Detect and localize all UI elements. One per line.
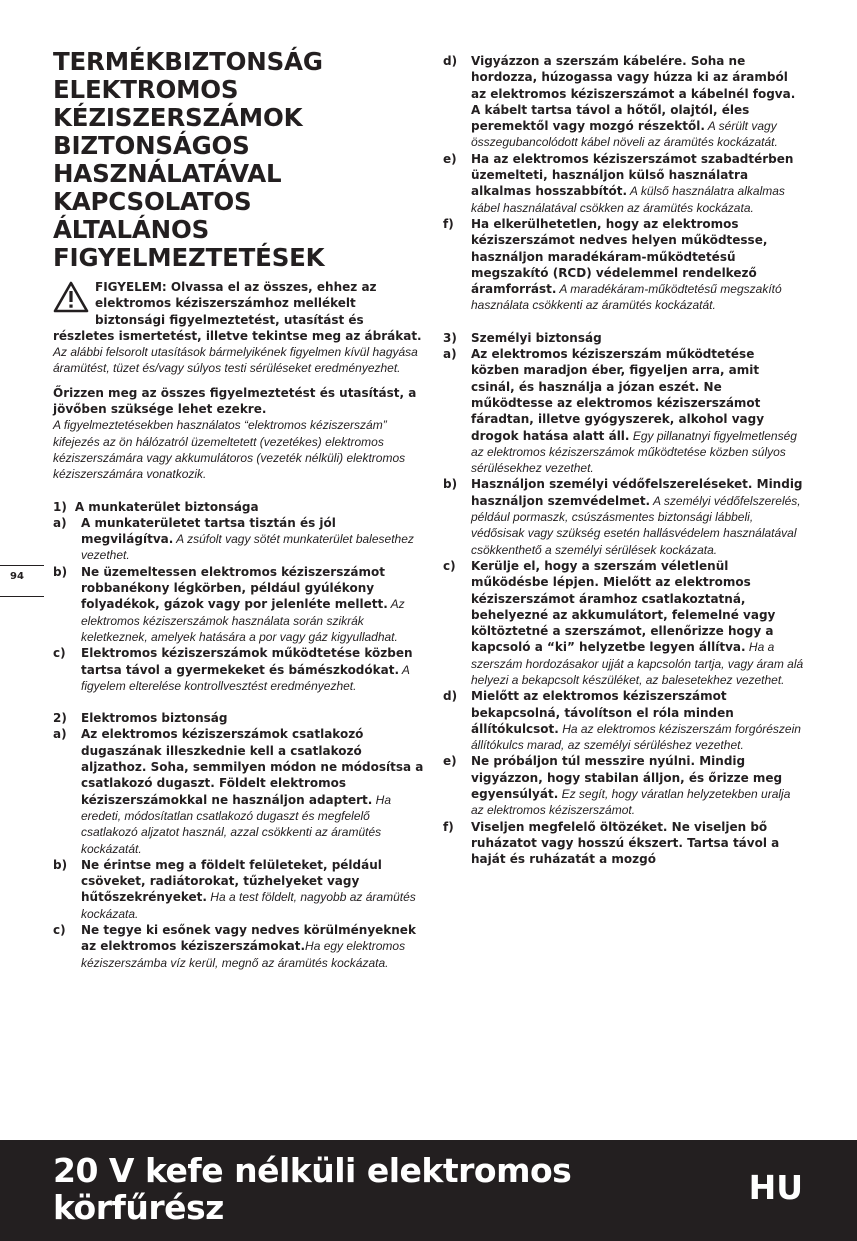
item-label: d) — [443, 689, 458, 704]
page-number: 94 — [10, 571, 24, 582]
item-label: a) — [443, 347, 457, 362]
item-bold: Elektromos kéziszerszámok működtetése közben tartsa távol a gyermekeket és bámészkodókat. — [81, 646, 413, 677]
warning-italic: Az alábbi felsorolt utasítások bármelyikének figyelmen kívül hagyása áramütést, tüzet és/vagy súlyos testi sérüléseket eredményezhet. — [53, 345, 418, 376]
item-label: f) — [443, 819, 454, 834]
list-item — [53, 726, 425, 856]
item-italic: Ha a test földelt, nagyobb az áramütés kockázata. — [81, 890, 416, 921]
warning-block — [53, 279, 425, 377]
item-bold: Ne tegye ki esőnek vagy nedves körülményeknek az elektromos kéziszerszámokat. — [81, 922, 416, 954]
item-italic: A személyi védőfelszerelés, például pormaszk, csúszásmentes biztonsági lábbeli, védősisak vagy szükség esetén hallásvédelem használatával csökkenthető a személyi sérülések kockázata. — [471, 493, 801, 557]
item-bold: Vigyázzon a szerszám kábelére. Soha ne hordozza, húzogassa vagy húzza ki az áramból az elektromos kéziszerszámot a kábelnél fogva. A kábelt tartsa távol a hőtől, olajtól, éles peremektől vagy mozgó részektől. — [471, 54, 796, 134]
list-item — [53, 645, 425, 694]
item-label: c) — [443, 558, 456, 573]
item-label: b) — [443, 477, 458, 492]
keep-instructions-bold: Őrizzen meg az összes figyelmeztetést és utasítást, a jövőben szüksége lehet ezekre. — [53, 385, 417, 417]
warning-triangle-icon — [53, 281, 89, 313]
section-number: 1) — [53, 499, 67, 514]
section-title: A munkaterület biztonsága — [74, 499, 259, 514]
item-italic: A külső használatra alkalmas kábel használatával csökken az áramütés kockázata. — [471, 184, 785, 215]
warning-bold: FIGYELEM: Olvassa el az összes, ehhez az elektromos kéziszerszámhoz mellékelt biztonsági figyelmeztetést, utasítást és részletes ismertetést, illetve tekintse meg az ábrákat. — [53, 280, 422, 343]
item-italic: Ha egy elektromos kéziszerszámba víz kerül, megnő az áramütés kockázata. — [81, 939, 406, 970]
item-italic: A maradékáram-működtetésű megszakító használata csökkenti az áramütés kockázatát. — [471, 282, 782, 313]
section-number: 2) — [53, 711, 67, 726]
main-title-line: ELEKTROMOS — [53, 75, 239, 104]
item-italic: A figyelem elterelése kontrollvesztést eredményezhet. — [81, 662, 410, 693]
footer-banner — [0, 1140, 857, 1241]
main-title-line: HASZNÁLATÁVAL — [53, 159, 282, 188]
product-title-line: 20 V kefe nélküli elektromos — [53, 1151, 572, 1190]
keep-instructions-italic: A figyelmeztetésekben használatos “elektromos kéziszerszám” kifejezés az ön hálózatról üzemeltetett (vezetékes) elektromos kéziszerszámára vagy akkumulátoros (vezeték nélküli) elektromos kéziszerszámára vonatkozik. — [53, 418, 406, 482]
item-italic: A zsúfolt vagy sötét munkaterület balesethez vezethet. — [81, 532, 414, 563]
section-number: 3) — [443, 330, 457, 345]
item-label: a) — [53, 515, 67, 530]
section-2-heading — [53, 710, 425, 726]
product-title — [53, 1152, 571, 1226]
main-title-line: KÉZISZERSZÁMOK — [53, 103, 303, 132]
item-italic: Ha az elektromos kéziszerszám forgórészein állítókulcs marad, az személyi sérüléshez vezethet. — [471, 721, 801, 753]
item-bold: Ne üzemeltessen elektromos kéziszerszámot robbanékony légkörben, például gyúlékony folyadékok, gázok vagy por jelenléte mellett. — [81, 564, 388, 612]
item-italic: Egy pillanatnyi figyelmetlenség az elektromos kéziszerszámok működtetése közben súlyos sérülésekhez vezethet. — [471, 428, 797, 476]
item-bold: Viseljen megfelelő öltözéket. Ne viseljen bő ruházatot vagy hosszú ékszert. Tartsa távol a haját és ruházatát a mozgó — [471, 819, 780, 867]
item-label: d) — [443, 54, 458, 68]
main-title-line: ÁLTALÁNOS — [53, 215, 210, 244]
item-label: e) — [443, 151, 457, 166]
section-1-heading — [53, 499, 425, 515]
item-label: f) — [443, 216, 454, 231]
item-label: b) — [53, 564, 68, 579]
main-title-line: FIGYELMEZTETÉSEK — [53, 243, 325, 272]
list-item — [443, 216, 805, 314]
left-column — [53, 48, 425, 971]
language-code: HU — [748, 1168, 803, 1207]
section-3-heading — [443, 330, 805, 346]
item-italic: Ha a szerszám hordozásakor ujját a kapcsolón tartja, vagy áram alá helyezi a bekapcsolt készüléket, az balesetekhez vezethet. — [471, 640, 804, 687]
main-title-line: BIZTONSÁGOS — [53, 131, 250, 160]
list-item — [443, 688, 805, 753]
item-italic: Ha eredeti, módosítatlan csatlakozó dugaszt és megfelelő csatlakozó aljzatot használ, azzal csökkenti az áramütés kockázatát. — [81, 792, 392, 856]
list-item — [443, 151, 805, 216]
item-bold: Ha elkerülhetetlen, hogy az elektromos kéziszerszámot nedves helyen működtesse, használjon maradékáram-működtetésű megszakító (RCD) védelemmel rendelkező áramforrást. — [471, 216, 768, 297]
list-item — [443, 346, 805, 476]
item-bold: Ne próbáljon túl messzire nyúlni. Mindig vigyázzon, hogy stabilan álljon, és őrizze meg egyensúlyát. — [471, 754, 783, 802]
section-title: Személyi biztonság — [471, 330, 602, 345]
item-label: b) — [53, 857, 68, 872]
item-italic: Ez segít, hogy váratlan helyzetekben uralja az elektromos kéziszerszámot. — [471, 787, 791, 818]
item-bold: Az elektromos kéziszerszám működtetése közben maradjon éber, figyeljen arra, amit csinál, és használja a józan eszét. Ne működtesse az elektromos kéziszerszámot fáradtan, illetve gyógyszerek, alkohol vagy drogok hatása alatt áll. — [471, 347, 765, 443]
item-bold: Használjon személyi védőfelszereléseket. Mindig használjon szemvédelmet. — [471, 477, 803, 508]
item-bold: A munkaterületet tartsa tisztán és jól megvilágítva. — [81, 515, 336, 547]
item-bold: Az elektromos kéziszerszámok csatlakozó dugaszának illeszkednie kell a csatlakozó aljzathoz. Soha, semmilyen módon ne módosítsa a csatlakozó dugaszt. Földelt elektromos kéziszerszámokkal ne használjon adaptert. — [81, 727, 424, 807]
item-label: e) — [443, 754, 457, 769]
list-item — [443, 558, 805, 688]
item-bold: Ha az elektromos kéziszerszámot szabadtérben üzemelteti, használjon külső használatra alkalmas hosszabbítót. — [471, 151, 794, 199]
list-item — [443, 753, 805, 818]
main-title — [53, 48, 425, 272]
item-label: c) — [53, 922, 66, 937]
right-column — [443, 53, 805, 868]
list-item — [443, 53, 805, 151]
product-title-line: körfűrész — [53, 1188, 224, 1227]
main-title-line: TERMÉKBIZTONSÁG — [53, 47, 323, 76]
list-item — [53, 515, 425, 564]
page-number-box — [0, 565, 44, 597]
list-item — [53, 857, 425, 922]
item-label: c) — [53, 646, 66, 661]
item-label: a) — [53, 727, 67, 742]
main-title-line: KAPCSOLATOS — [53, 187, 252, 216]
item-bold: Mielőtt az elektromos kéziszerszámot bekapcsolná, távolítson el róla minden állítókulcsot. — [471, 689, 734, 736]
item-bold: Kerülje el, hogy a szerszám véletlenül működésbe lépjen. Mielőtt az elektromos kéziszerszámot áramhoz csatlakoztatná, behelyezné az akkumulátort, felemelné vagy költöztetné a szerszámot, ellenőrizze hogy a kapcsoló a “ki” helyzetbe legyen állítva. — [471, 558, 776, 655]
list-item — [443, 819, 805, 868]
item-italic: Az elektromos kéziszerszámok használata során szikrák keletkeznek, amelyek hatására a por vagy gáz kigyulladhat. — [81, 597, 405, 644]
section-title: Elektromos biztonság — [81, 711, 228, 726]
item-bold: Ne érintse meg a földelt felületeket, például csöveket, radiátorokat, tűzhelyeket vagy hűtőszekrényeket. — [81, 857, 382, 905]
list-item — [443, 476, 805, 557]
list-item — [53, 564, 425, 645]
list-item — [53, 922, 425, 971]
item-italic: A sérült vagy összegubancolódott kábel növeli az áramütés kockázatát. — [471, 119, 778, 150]
